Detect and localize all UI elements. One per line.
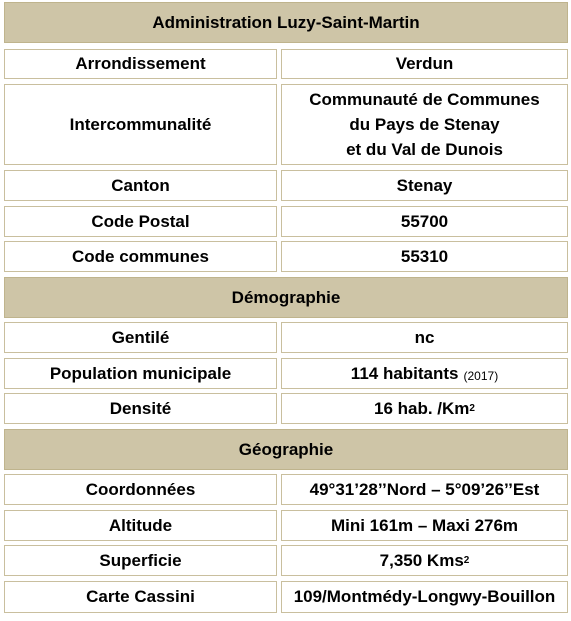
label-code-communes: Code communes (4, 241, 277, 272)
table-title: Administration Luzy-Saint-Martin (4, 2, 568, 43)
label-coordonnees: Coordonnées (4, 474, 277, 505)
value-canton: Stenay (281, 170, 568, 201)
value-coordonnees: 49°31’28’’Nord – 5°09’26’’Est (281, 474, 568, 505)
value-densite: 16 hab. /Km 2 (281, 393, 568, 424)
label-arrondissement: Arrondissement (4, 49, 277, 79)
value-code-postal: 55700 (281, 206, 568, 237)
value-superficie: 7,350 Kms 2 (281, 545, 568, 576)
value-carte-cassini: 109/Montmédy-Longwy-Bouillon (281, 581, 568, 613)
label-canton: Canton (4, 170, 277, 201)
superficie-value: 7,350 Kms (379, 550, 464, 570)
label-densite: Densité (4, 393, 277, 424)
label-superficie: Superficie (4, 545, 277, 576)
intercommunalite-line-3: et du Val de Dunois (346, 140, 503, 159)
section-header-geographie: Géographie (4, 429, 568, 470)
section-header-demographie: Démographie (4, 277, 568, 318)
label-carte-cassini: Carte Cassini (4, 581, 277, 613)
densite-value: 16 hab. /Km (374, 398, 470, 418)
value-population (281, 358, 568, 389)
intercommunalite-line-2: du Pays de Stenay (349, 115, 500, 134)
label-gentile: Gentilé (4, 322, 277, 353)
label-code-postal: Code Postal (4, 206, 277, 237)
label-population: Population municipale (4, 358, 277, 389)
population-year: (2017) (463, 368, 499, 383)
value-code-communes: 55310 (281, 241, 568, 272)
population-value: 114 habitants (350, 363, 459, 383)
value-gentile: nc (281, 322, 568, 353)
value-intercommunalite (281, 84, 568, 165)
value-arrondissement: Verdun (281, 49, 568, 79)
value-altitude: Mini 161m – Maxi 276m (281, 510, 568, 541)
intercommunalite-line-1: Communauté de Communes (309, 90, 540, 109)
label-intercommunalite: Intercommunalité (4, 84, 277, 165)
label-altitude: Altitude (4, 510, 277, 541)
